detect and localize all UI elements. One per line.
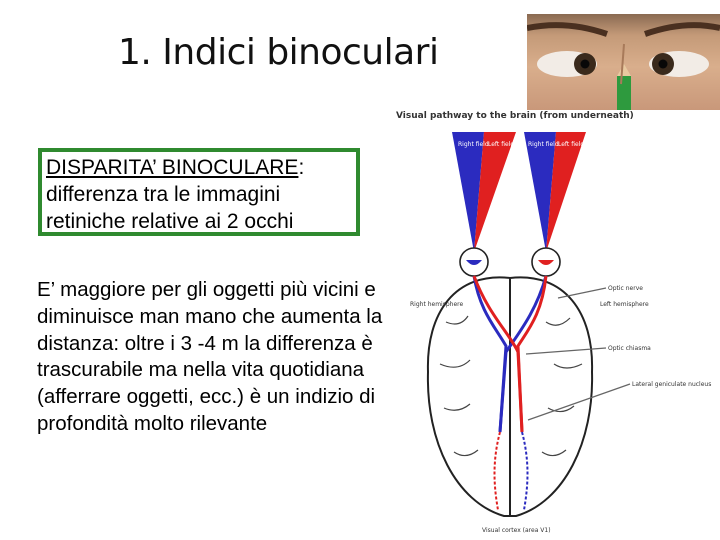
visual-pathway-diagram xyxy=(396,102,720,540)
definition-term: DISPARITA’ BINOCULARE xyxy=(46,156,299,179)
slide-title: 1. Indici binoculari xyxy=(118,32,439,73)
label-lgn: Lateral geniculate nucleus xyxy=(632,381,712,388)
label-optic-chiasma: Optic chiasma xyxy=(608,345,651,352)
label-left-field-1: Left field xyxy=(488,141,515,148)
label-right-hemisphere: Right hemisphere xyxy=(410,301,464,308)
left-hemisphere-outline xyxy=(510,277,592,516)
eyes-photo xyxy=(527,14,720,110)
definition-box xyxy=(38,148,360,236)
label-right-field-1: Right field xyxy=(458,141,489,148)
diagram-caption: Visual pathway to the brain (from underneath) xyxy=(396,111,634,121)
label-optic-nerve: Optic nerve xyxy=(608,285,643,292)
right-hemisphere-outline xyxy=(428,277,510,516)
body-paragraph: E’ maggiore per gli oggetti più vicini e diminuisce man mano che aumenta la distanza: oltre i 3 -4 m la differenza è trascurabile ma nella vita quotidiana (afferrare oggetti, ecc.) è un indizio di profondità molto rilevante xyxy=(37,278,383,435)
definition-text: differenza tra le immagini retiniche relative ai 2 occhi xyxy=(46,183,294,233)
label-left-hemisphere: Left hemisphere xyxy=(600,301,649,308)
label-visual-cortex: Visual cortex (area V1) xyxy=(482,527,551,534)
definition-separator: : xyxy=(298,156,305,179)
label-right-field-2: Right field xyxy=(528,141,559,148)
label-left-field-2: Left field xyxy=(558,141,585,148)
